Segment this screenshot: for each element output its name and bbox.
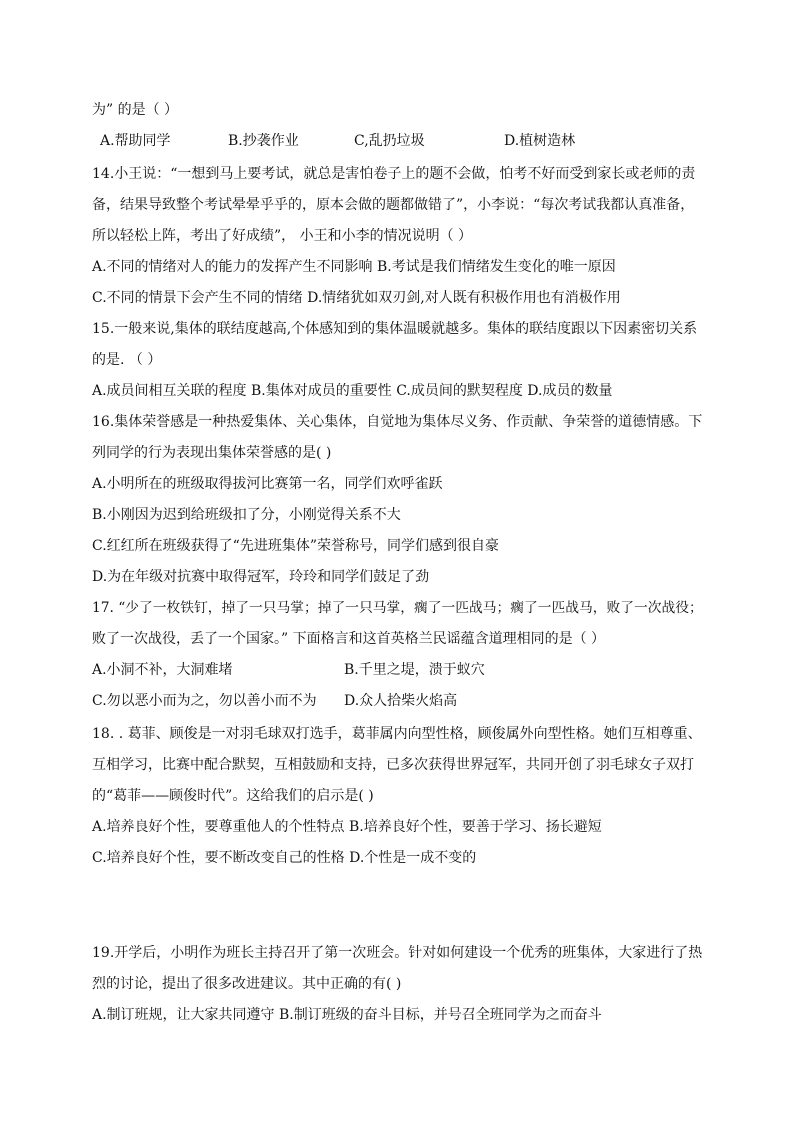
q17-option-d: D.众人拾柴火焰高 [344,693,458,709]
q19-line-1: 19.开学后，小明作为班长主持召开了第一次班会。针对如何建设一个优秀的班集体，大家进行了热 [92,945,703,961]
q18-line-1: 18. . 葛菲、顾俊是一对羽毛球双打选手，葛菲属内向型性格，顾俊属外向型性格。她们互相尊重、 [92,726,702,742]
q18-line-2: 互相学习，比赛中配合默契，互相鼓励和支持，已多次获得世界冠军，共同开创了羽毛球女子双打 [92,757,694,773]
q14-line-2: 备，结果导致整个考试晕晕乎乎的，原本会做的题都做错了”，小李说：“每次考试我都认真准备， [92,197,695,213]
q14-options-line-2: C.不同的情景下会产生不同的情绪 D.情绪犹如双刃剑,对人既有积极作用也有消极作用 [92,290,621,306]
q14-line-3: 所以轻松上阵，考出了好成绩”， 小王和小李的情况说明（ ） [92,228,473,244]
q13-stem-tail: 为” 的是（ ） [92,102,179,118]
q16-line-2: 列同学的行为表现出集体荣誉感的是( ) [92,445,332,461]
q14-line-1: 14.小王说：“一想到马上要考试，就总是害怕卷子上的题不会做，怕考不好而受到家长或老师的责 [92,166,696,182]
q13-option-b: B.抄袭作业 [228,133,299,149]
q13-option-c: C,乱扔垃圾 [354,133,425,149]
q13-options [92,131,712,151]
q16-line-1: 16.集体荣誉感是一种热爱集体、关心集体，自觉地为集体尽义务、作贡献、争荣誉的道德情感。下 [92,414,703,430]
q15-options-line: A.成员间相互关联的程度 B.集体对成员的重要性 C.成员间的默契程度 D.成员的数量 [92,383,613,399]
q19-line-2: 烈的讨论，提出了很多改进建议。其中正确的有( ) [92,976,402,992]
q15-line-2: 的是. （ ） [92,352,162,368]
q17-options-row-2 [92,691,712,711]
q17-option-a: A.小洞不补，大洞难堵 [92,662,233,678]
q17-line-1: 17. “少了一枚铁钉，掉了一只马掌；掉了一只马掌，瘸了一匹战马；瘸了一匹战马，败了一次战役； [92,600,703,616]
q17-options-row-1 [92,660,712,680]
q17-option-c: C.勿以恶小而为之，勿以善小而不为 [92,693,317,709]
q18-line-3: 的“葛菲——顾俊时代”。这给我们的启示是( ) [92,788,374,804]
q16-option-a: A.小明所在的班级取得拔河比赛第一名，同学们欢呼雀跃 [92,476,443,492]
q19-options-line: A.制订班规，让大家共同遵守 B.制订班级的奋斗目标，并号召全班同学为之而奋斗 [92,1007,602,1023]
q18-options-line-2: C.培养良好个性，要不断改变自己的性格 D.个性是一成不变的 [92,850,477,866]
q16-option-d: D.为在年级对抗赛中取得冠军，玲玲和同学们鼓足了劲 [92,569,430,585]
q13-option-a: A.帮助同学 [100,133,171,149]
q15-line-1: 15.一般来说,集体的联结度越高,个体感知到的集体温暖就越多。集体的联结度跟以下因素密切关系 [92,321,698,337]
q13-option-d: D.植树造林 [504,133,576,149]
q16-option-b: B.小刚因为迟到给班级扣了分，小刚觉得关系不大 [92,507,401,523]
q17-line-2: 败了一次战役，丢了一个国家。” 下面格言和这首英格兰民谣蕴含道理相同的是（ ） [92,631,606,647]
q17-option-b: B.千里之堤，溃于蚁穴 [344,662,485,678]
q14-options-line-1: A.不同的情绪对人的能力的发挥产生不同影响 B.考试是我们情绪发生变化的唯一原因 [92,259,616,275]
q16-option-c: C.红红所在班级获得了“先进班集体”荣誉称号，同学们感到很自豪 [92,538,499,554]
q18-options-line-1: A.培养良好个性，要尊重他人的个性特点 B.培养良好个性，要善于学习、扬长避短 [92,819,602,835]
